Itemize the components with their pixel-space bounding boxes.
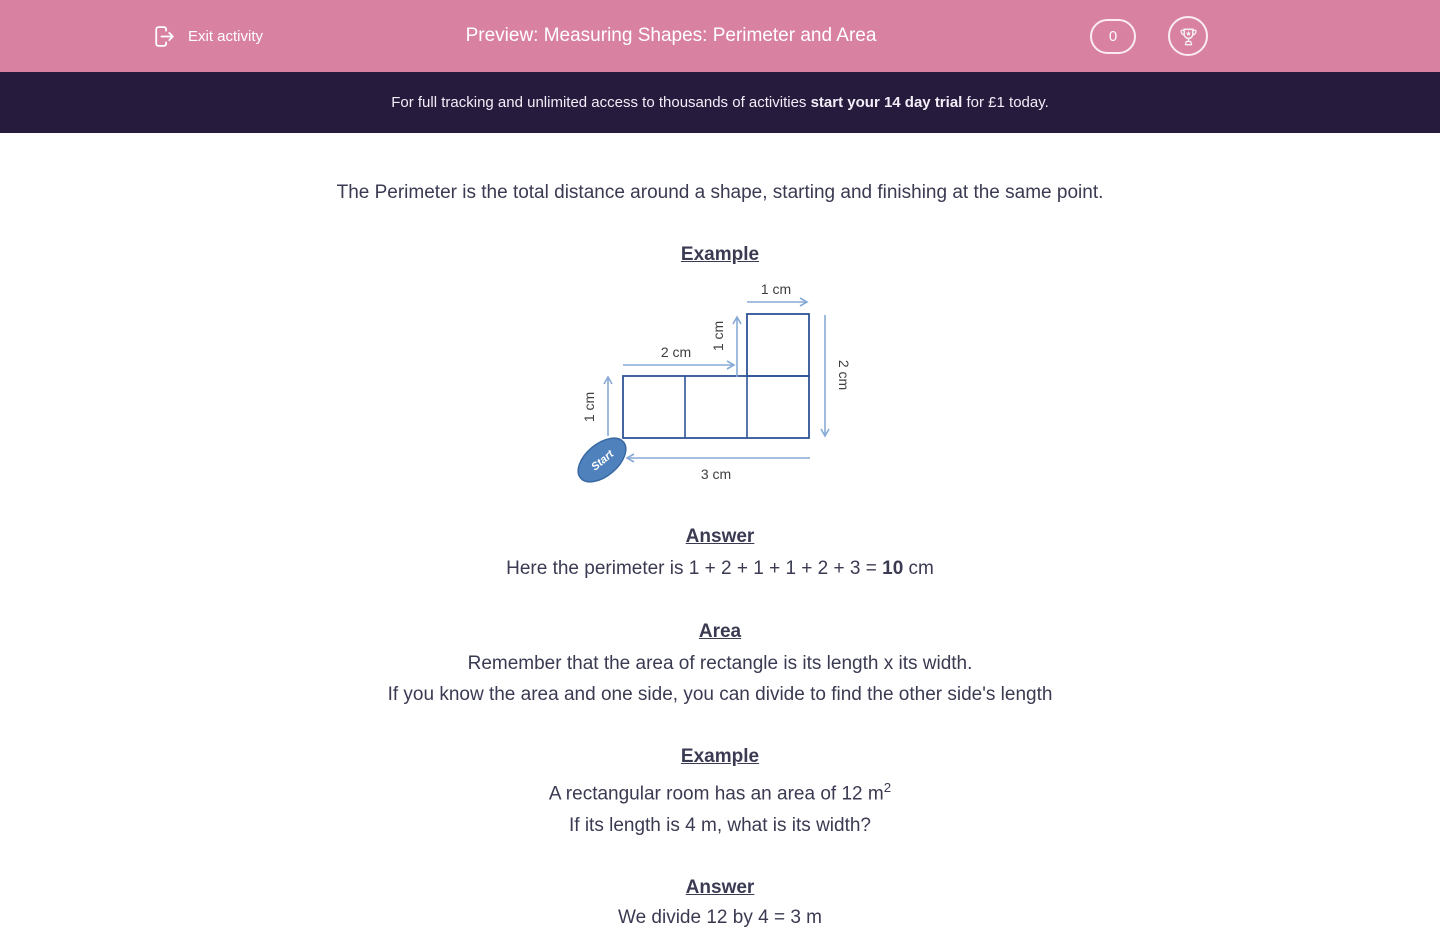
- perimeter-answer-suffix: cm: [903, 558, 934, 579]
- perimeter-answer-prefix: Here the perimeter is 1 + 2 + 1 + 1 + 2 + 3 =: [506, 558, 883, 579]
- perimeter-intro: The Perimeter is the total distance around a shape, starting and finishing at the same point.: [336, 182, 1104, 203]
- perimeter-diagram-container: [0, 281, 1440, 493]
- diagram-label-inner-horizontal: 2 cm: [660, 344, 692, 360]
- perimeter-answer-line: [0, 557, 1440, 581]
- area-heading: Area: [698, 621, 742, 642]
- trial-text-bold: start your 14 day trial: [810, 94, 963, 111]
- lesson-content: [0, 133, 1440, 930]
- exit-icon: [150, 23, 177, 50]
- diagram-label-right: 2 cm: [836, 359, 852, 391]
- diagram-label-top: 1 cm: [760, 281, 792, 297]
- width-question-line: If its length is 4 m, what is its width?: [568, 815, 871, 837]
- answer1-heading: Answer: [685, 526, 755, 547]
- diagram-label-inner-vertical: 1 cm: [710, 320, 726, 352]
- perimeter-total: 10: [882, 558, 904, 579]
- page-title: Preview: Measuring Shapes: Perimeter and Area: [465, 25, 877, 46]
- answer2-partial-line: We divide 12 by 4 = 3 m: [617, 907, 822, 929]
- diagram-top-square: [747, 314, 809, 376]
- header-bar: [0, 0, 1440, 72]
- trial-banner-text: [391, 94, 1049, 111]
- score-value: 0: [1108, 27, 1118, 45]
- room-area-superscript: 2: [883, 780, 892, 795]
- room-area-line: [0, 776, 1440, 806]
- diagram-label-bottom: 3 cm: [700, 466, 732, 482]
- trial-text-prefix: For full tracking and unlimited access to thousands of activities: [391, 94, 811, 111]
- score-badge[interactable]: [1090, 19, 1136, 54]
- example1-heading: Example: [680, 244, 760, 265]
- trophy-icon: [1177, 25, 1200, 48]
- answer2-heading: Answer: [685, 877, 755, 899]
- trophy-button[interactable]: [1168, 16, 1208, 56]
- room-area-prefix: A rectangular room has an area of 12 m: [548, 783, 884, 805]
- area-divide-line: If you know the area and one side, you can divide to find the other side's length: [387, 684, 1053, 705]
- start-marker-label: Start: [589, 448, 617, 474]
- example2-heading: Example: [680, 746, 760, 767]
- perimeter-diagram: [570, 281, 870, 493]
- trial-text-suffix: for £1 today.: [962, 94, 1049, 111]
- exit-activity-label: Exit activity: [188, 27, 264, 45]
- diagram-bottom-row: [623, 376, 809, 438]
- diagram-label-left: 1 cm: [581, 391, 597, 423]
- header-actions: [1090, 0, 1208, 72]
- exit-activity-button[interactable]: [150, 0, 263, 72]
- area-rule-line: Remember that the area of rectangle is its length x its width.: [467, 653, 973, 674]
- trial-banner: [0, 72, 1440, 133]
